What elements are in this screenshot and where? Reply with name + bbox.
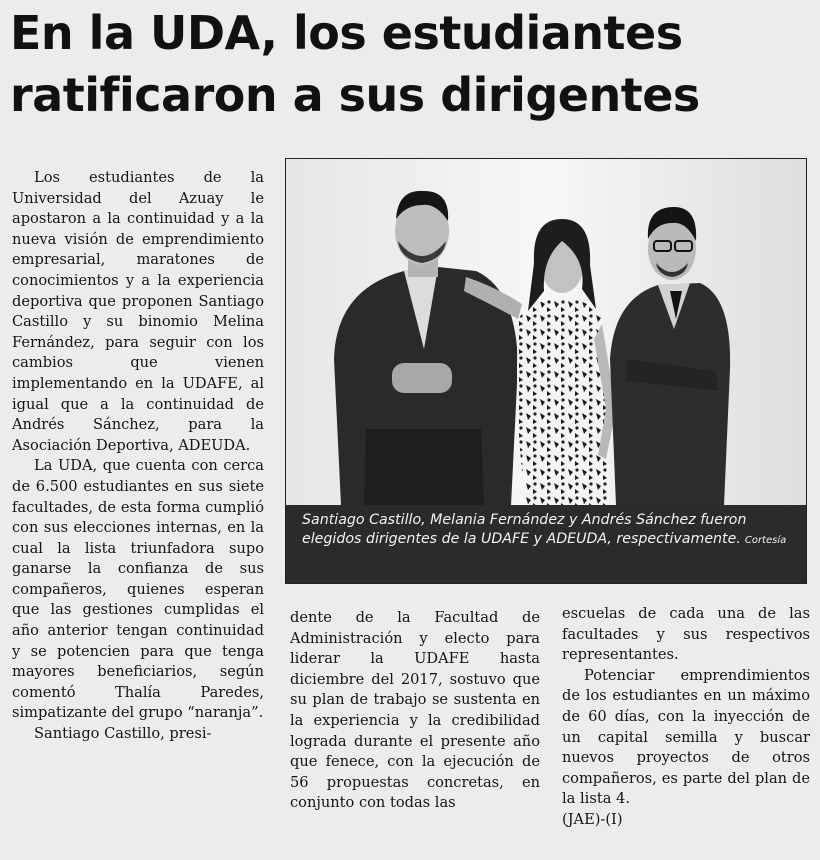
headline-line-1: En la UDA, los estudiantes bbox=[10, 6, 683, 60]
news-photo bbox=[285, 158, 807, 584]
paragraph-2: La UDA, que cuenta con cerca de 6.500 estudiantes en sus siete facultades, de esta forma cumplió con sus elecciones internas, en la cual la lista triunfadora supo ganarse la confianza de sus compañeros, quienes esperan que las gestiones cumplidas el año anterior tengan continuidad y se potencien para que tenga mayores beneficiarios, según comentó Thalía Paredes, simpatizante del grupo “naranja”. bbox=[12, 457, 264, 722]
headline bbox=[10, 2, 810, 126]
signature: (JAE)-(I) bbox=[562, 810, 623, 828]
paragraph-4: dente de la Facultad de Administración y electo para liderar la UDAFE hasta diciembre del 2017, sostuvo que su plan de trabajo se sustenta en la experiencia y la credibilidad lograda durante el presente año que fenece, con la ejecución de 56 propuestas concretas, en conjunto con todas las bbox=[290, 609, 540, 812]
caption-text: Santiago Castillo, Melania Fernández y Andrés Sánchez fueron elegidos dirigentes de la UDAFE y ADEUDA, respectivamente. bbox=[302, 512, 747, 547]
photo-illustration bbox=[286, 159, 806, 505]
article-column-3 bbox=[562, 604, 810, 831]
article-column-1 bbox=[12, 168, 264, 745]
article-column-2 bbox=[290, 608, 540, 814]
paragraph-5: escuelas de cada una de las facultades y sus respectivos representantes. bbox=[562, 605, 810, 664]
photo-caption bbox=[286, 505, 806, 583]
paragraph-1: Los estudiantes de la Universidad del Azuay le apostaron a la continuidad y a la nueva visión de emprendimiento empresarial, maratones de conocimientos y a la experiencia deportiva que proponen Santiago Castillo y su binomio Melina Fernández, para seguir con los cambios que vienen implementando en la UDAFE, al igual que a la continuidad de Andrés Sánchez, para la Asociación Deportiva, ADEUDA. bbox=[12, 169, 264, 454]
paragraph-3: Santiago Castillo, presi- bbox=[34, 725, 212, 743]
headline-line-2: ratificaron a sus dirigentes bbox=[10, 68, 700, 122]
paragraph-6: Potenciar emprendimientos de los estudiantes en un máximo de 60 días, con la inyección de un capital semilla y buscar nuevos proyectos de otros compañeros, es parte del plan de la lista 4. bbox=[562, 666, 810, 808]
photo-credit: Cortesía bbox=[744, 535, 787, 546]
